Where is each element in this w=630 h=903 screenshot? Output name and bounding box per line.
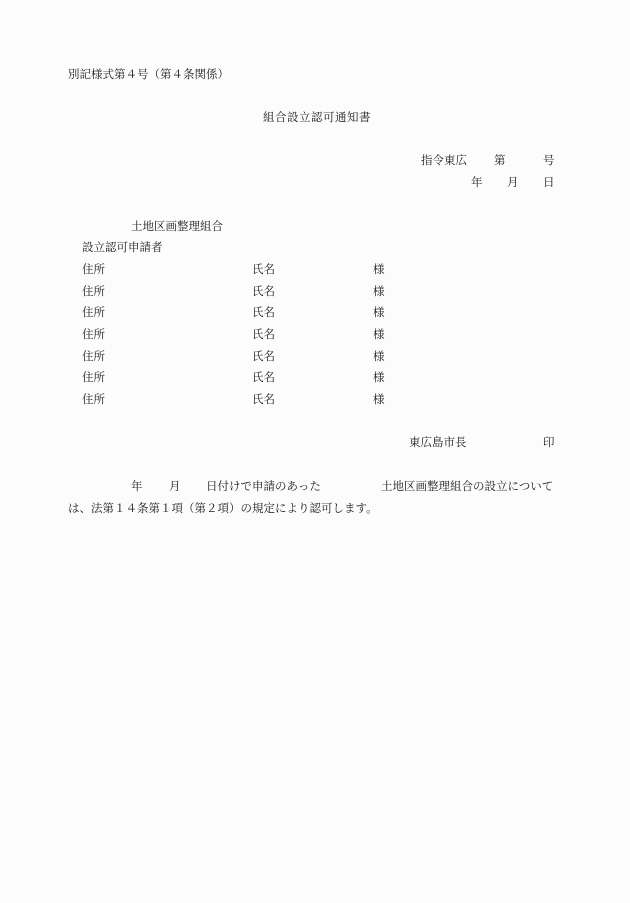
honorific: 様: [373, 349, 385, 363]
honorific: 様: [373, 392, 385, 406]
name-label: 氏名: [252, 305, 275, 319]
form-label: 別記様式第４号（第４条関係）: [68, 67, 229, 81]
reference-prefix: 指令東広: [421, 153, 467, 167]
address-label: 住所: [82, 305, 105, 319]
name-label: 氏名: [252, 327, 275, 341]
name-label: 氏名: [252, 392, 275, 406]
association-name: 土地区画整理組合: [131, 219, 223, 233]
address-label: 住所: [82, 349, 105, 363]
address-label: 住所: [82, 284, 105, 298]
honorific: 様: [373, 305, 385, 319]
applicant-label: 設立認可申請者: [82, 240, 163, 254]
seal-mark: 印: [543, 435, 555, 449]
body-text-2: は、法第１４条第１項（第２項）の規定により認可します。: [68, 501, 378, 515]
name-label: 氏名: [252, 284, 275, 298]
name-label: 氏名: [252, 262, 275, 276]
date-year: 年: [471, 175, 483, 189]
address-label: 住所: [82, 392, 105, 406]
reference-go: 号: [543, 153, 555, 167]
honorific: 様: [373, 370, 385, 384]
name-label: 氏名: [252, 370, 275, 384]
body-year: 年: [131, 479, 143, 493]
name-label: 氏名: [252, 349, 275, 363]
date-day: 日: [543, 175, 555, 189]
honorific: 様: [373, 284, 385, 298]
honorific: 様: [373, 327, 385, 341]
date-month: 月: [507, 175, 519, 189]
document-title: 組合設立認可通知書: [263, 110, 371, 124]
body-text-tail: 土地区画整理組合の設立について: [381, 479, 554, 493]
body-month: 月: [169, 479, 181, 493]
issuer-title: 東広島市長: [409, 435, 467, 449]
address-label: 住所: [82, 262, 105, 276]
honorific: 様: [373, 262, 385, 276]
body-text-1: 日付けで申請のあった: [206, 479, 321, 493]
address-label: 住所: [82, 327, 105, 341]
reference-dai: 第: [494, 153, 506, 167]
address-label: 住所: [82, 370, 105, 384]
